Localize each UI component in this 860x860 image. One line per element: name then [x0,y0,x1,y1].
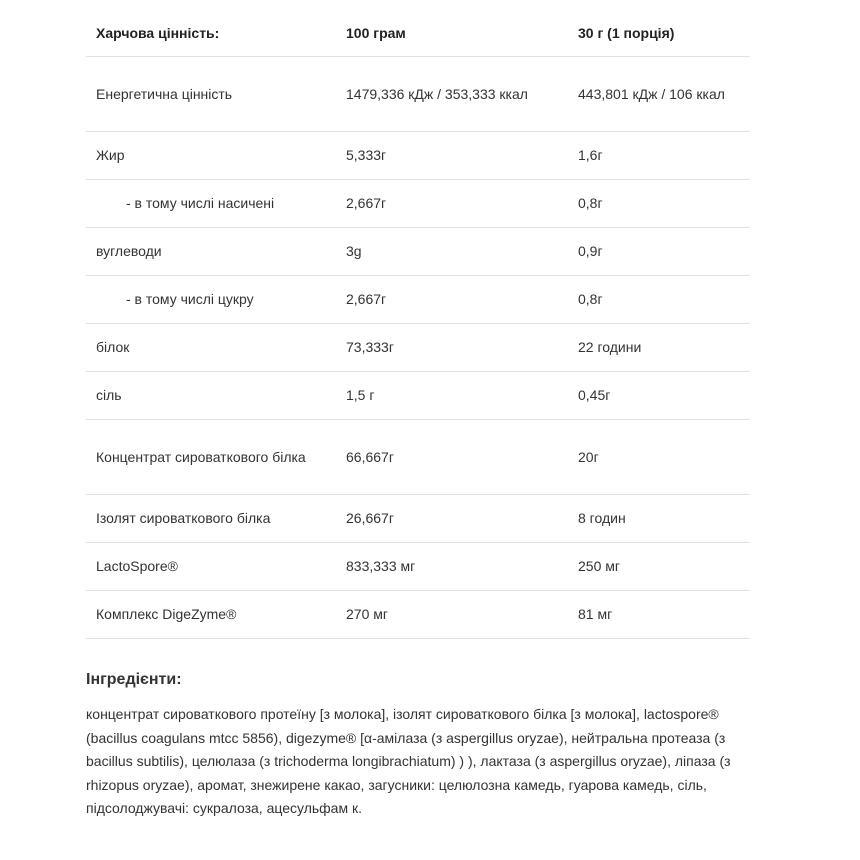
nutrient-per-serving: 0,8г [568,276,750,324]
nutrient-name: Енергетична цінність [86,57,336,132]
nutrient-name: Ізолят сироваткового білка [86,495,336,543]
nutrient-per-serving: 443,801 кДж / 106 ккал [568,57,750,132]
nutrition-row [86,372,750,420]
header-nutrition-value: Харчова цінність: [86,10,336,57]
nutrient-per-serving: 81 мг [568,591,750,639]
header-per-100g: 100 грам [336,10,568,57]
nutrient-per-100g: 3g [336,228,568,276]
nutrient-per-serving: 8 годин [568,495,750,543]
nutrient-per-100g: 833,333 мг [336,543,568,591]
nutrition-row [86,276,750,324]
nutrition-row [86,495,750,543]
nutrient-name: вуглеводи [86,228,336,276]
nutrient-per-serving: 250 мг [568,543,750,591]
nutrition-row [86,324,750,372]
nutrient-per-100g: 270 мг [336,591,568,639]
nutrition-row [86,180,750,228]
ingredients-title: Інгредієнти: [86,671,182,688]
nutrition-row [86,420,750,495]
nutrient-name: білок [86,324,336,372]
nutrient-per-serving: 0,8г [568,180,750,228]
nutrient-name: - в тому числі цукру [86,276,336,324]
nutrient-per-serving: 20г [568,420,750,495]
nutrition-table-container [86,10,750,639]
nutrition-row [86,591,750,639]
nutrient-name: Жир [86,132,336,180]
nutrition-row [86,543,750,591]
nutrient-per-100g: 1,5 г [336,372,568,420]
ingredients-section [86,668,766,821]
nutrient-per-100g: 2,667г [336,276,568,324]
nutrition-row [86,132,750,180]
nutrient-per-serving: 0,45г [568,372,750,420]
nutrient-per-serving: 22 години [568,324,750,372]
nutrient-name: LactoSpore® [86,543,336,591]
nutrition-row [86,228,750,276]
header-per-serving: 30 г (1 порція) [568,10,750,57]
nutrient-per-100g: 2,667г [336,180,568,228]
nutrition-table [86,10,750,639]
nutrient-name: - в тому числі насичені [86,180,336,228]
nutrient-name: Комплекс DigeZyme® [86,591,336,639]
nutrient-per-serving: 1,6г [568,132,750,180]
nutrient-per-serving: 0,9г [568,228,750,276]
nutrient-per-100g: 66,667г [336,420,568,495]
nutrient-name: сіль [86,372,336,420]
nutrient-per-100g: 1479,336 кДж / 353,333 ккал [336,57,568,132]
nutrient-per-100g: 26,667г [336,495,568,543]
nutrition-header-row [86,10,750,57]
nutrient-name: Концентрат сироваткового білка [86,420,336,495]
nutrition-table-body [86,57,750,639]
ingredients-text: концентрат сироваткового протеїну [з молока], ізолят сироваткового білка [з молока], lactospore® (bacillus coagulans mtcc 5856), digezyme® [α-амілаза (з aspergillus oryzae), нейтральна протеаза (з bacillus subtilis), целюлаза (з trichoderma longibrachiatum) ) ), лактаза (з aspergillus oryzae), ліпаза (з rhizopus oryzae), аромат, знежирене какао, загусники: целюлозна камедь, гуарова камедь, сіль, підсолоджувачі: сукралоза, ацесульфам к. [86,706,731,816]
nutrient-per-100g: 5,333г [336,132,568,180]
nutrition-row [86,57,750,132]
nutrient-per-100g: 73,333г [336,324,568,372]
